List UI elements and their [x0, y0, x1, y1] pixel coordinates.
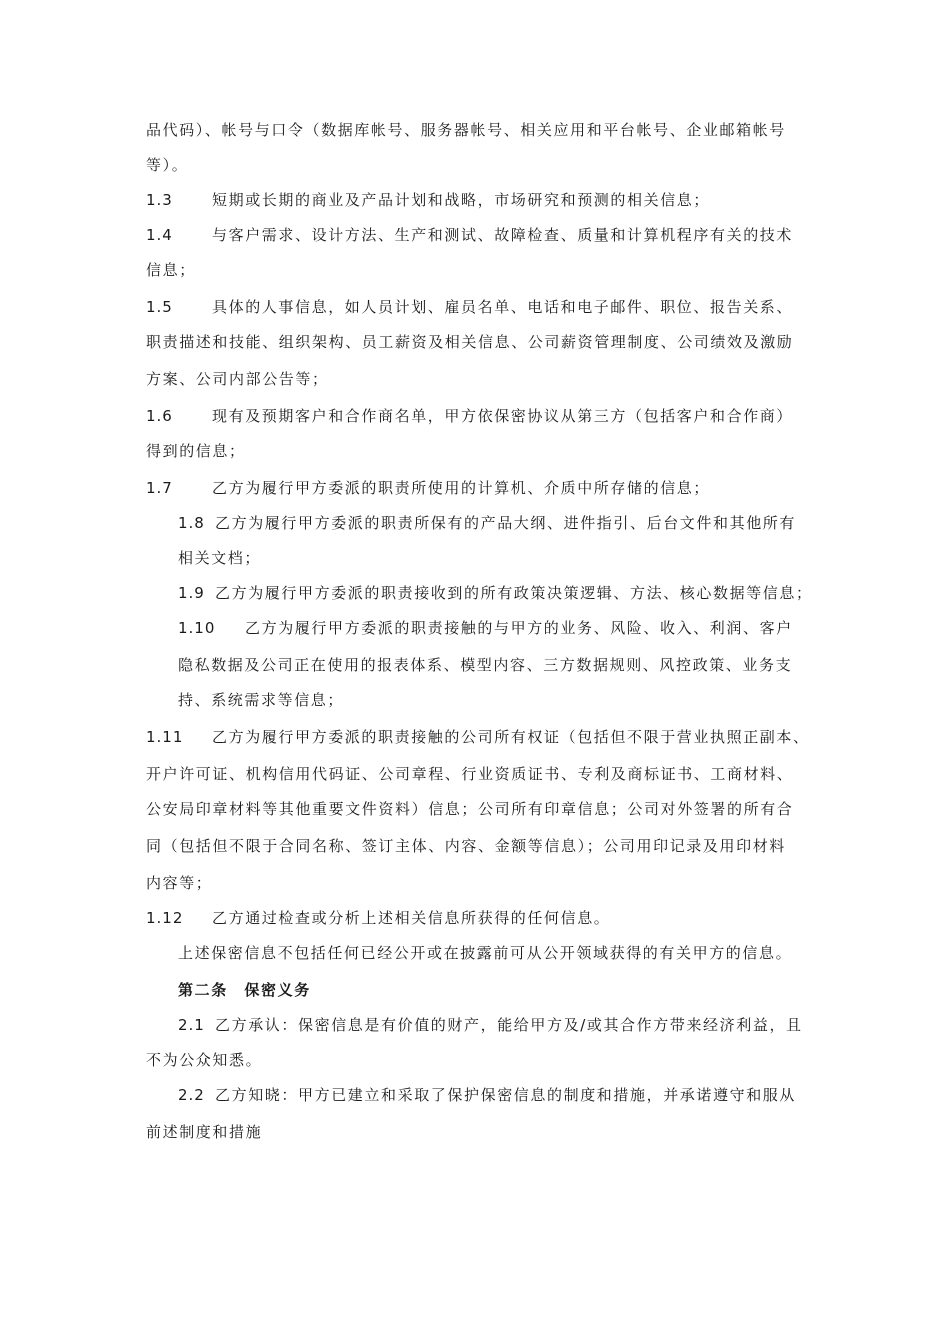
item-number: 2.1	[178, 1016, 205, 1034]
list-item-1-12: 1.12 乙方通过检查或分析上述相关信息所获得的任何信息。	[146, 909, 611, 927]
text-line: 同（包括但不限于合同名称、签订主体、内容、金额等信息）；公司用印记录及用印材料	[146, 837, 786, 855]
text-line: 不为公众知悉。	[146, 1051, 263, 1069]
text-line: 隐私数据及公司正在使用的报表体系、模型内容、三方数据规则、风控政策、业务支	[178, 656, 793, 674]
list-item-1-7: 1.7 乙方为履行甲方委派的职责所使用的计算机、介质中所存储的信息；	[146, 479, 711, 497]
text-line: 持、系统需求等信息；	[178, 691, 345, 709]
item-number: 1.9	[178, 584, 205, 602]
list-item-1-5: 1.5 具体的人事信息，如人员计划、雇员名单、电话和电子邮件、职位、报告关系、	[146, 298, 794, 316]
text-line: 得到的信息；	[146, 442, 246, 460]
list-item-1-10: 1.10 乙方为履行甲方委派的职责接触的与甲方的业务、风险、收入、利润、客户	[178, 619, 793, 637]
text-line: 内容等；	[146, 874, 213, 892]
text-line: 信息；	[146, 261, 196, 279]
list-item-2-2: 2.2 乙方知晓：甲方已建立和采取了保护保密信息的制度和措施，并承诺遵守和服从	[178, 1086, 797, 1104]
list-item-1-6: 1.6 现有及预期客户和合作商名单，甲方依保密协议从第三方（包括客户和合作商）	[146, 407, 794, 425]
text-line: 品代码）、帐号与口令（数据库帐号、服务器帐号、相关应用和平台帐号、企业邮箱帐号	[146, 121, 786, 139]
item-number: 1.10	[178, 619, 216, 637]
item-number: 1.5	[146, 298, 173, 316]
section-heading: 第二条 保密义务	[178, 981, 311, 999]
item-number: 1.12	[146, 909, 184, 927]
text-line: 方案、公司内部公告等；	[146, 370, 329, 388]
text-line: 上述保密信息不包括任何已经公开或在披露前可从公开领域获得的有关甲方的信息。	[178, 944, 793, 962]
list-item-1-4: 1.4 与客户需求、设计方法、生产和测试、故障检查、质量和计算机程序有关的技术	[146, 226, 794, 244]
list-item-1-9: 1.9 乙方为履行甲方委派的职责接收到的所有政策决策逻辑、方法、核心数据等信息；	[178, 584, 813, 602]
list-item-1-3: 1.3 短期或长期的商业及产品计划和战略，市场研究和预测的相关信息；	[146, 191, 711, 209]
text-line: 开户许可证、机构信用代码证、公司章程、行业资质证书、专利及商标证书、工商材料、	[146, 765, 794, 783]
text-line: 公安局印章材料等其他重要文件资料）信息；公司所有印章信息；公司对外签署的所有合	[146, 800, 794, 818]
item-number: 1.6	[146, 407, 173, 425]
item-number: 1.11	[146, 728, 184, 746]
list-item-2-1: 2.1 乙方承认：保密信息是有价值的财产，能给甲方及/或其合作方带来经济利益，且	[178, 1016, 803, 1034]
text-line: 相关文档；	[178, 549, 262, 567]
list-item-1-8: 1.8 乙方为履行甲方委派的职责所保有的产品大纲、进件指引、后台文件和其他所有	[178, 514, 797, 532]
item-number: 1.4	[146, 226, 173, 244]
list-item-1-11: 1.11 乙方为履行甲方委派的职责接触的公司所有权证（包括但不限于营业执照正副本、	[146, 728, 810, 746]
item-number: 1.3	[146, 191, 173, 209]
text-line: 前述制度和措施	[146, 1123, 263, 1141]
item-number: 1.7	[146, 479, 173, 497]
item-number: 1.8	[178, 514, 205, 532]
text-line: 等）。	[146, 156, 189, 174]
item-number: 2.2	[178, 1086, 205, 1104]
text-line: 职责描述和技能、组织架构、员工薪资及相关信息、公司薪资管理制度、公司绩效及激励	[146, 333, 794, 351]
